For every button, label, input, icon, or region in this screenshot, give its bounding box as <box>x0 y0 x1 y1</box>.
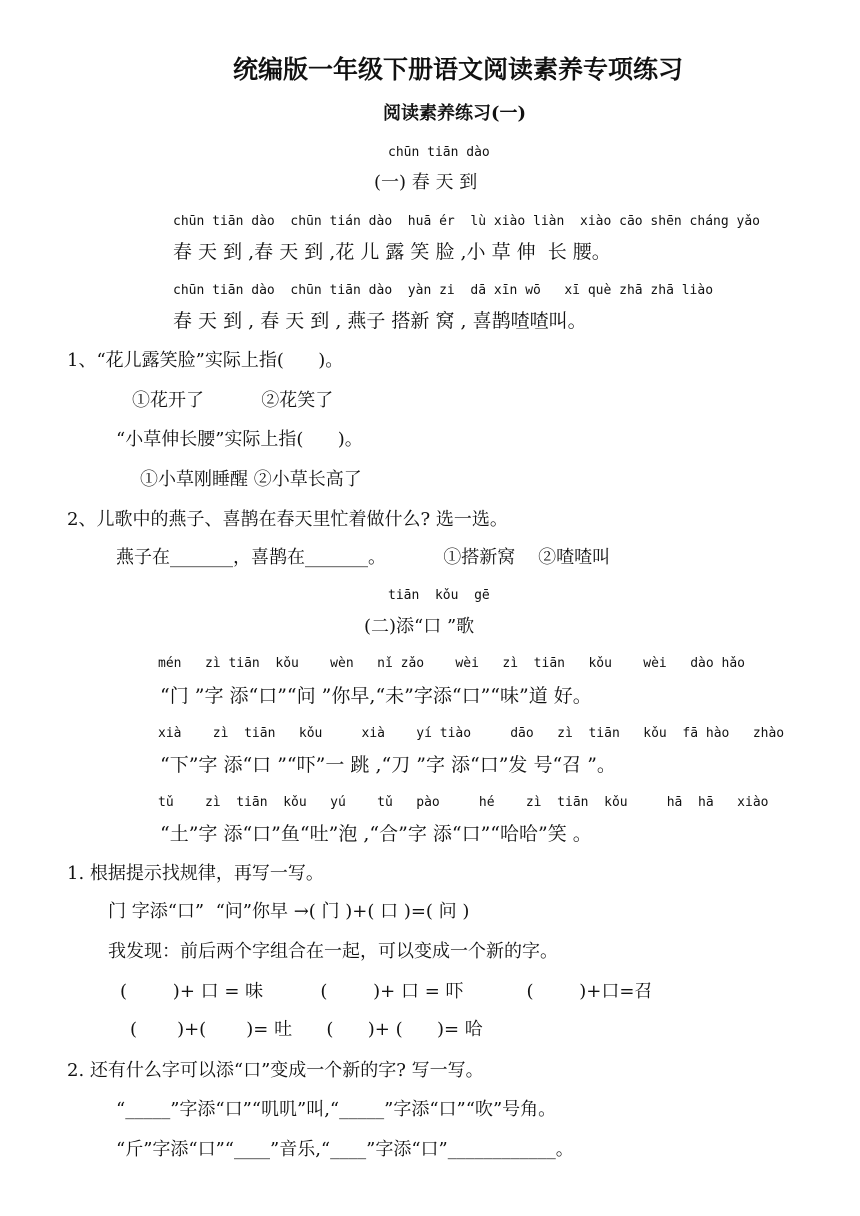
poem1-line2-text: 春 天 到 , 春 天 到 , 燕子 搭新 窝 , 喜鹊喳喳叫。 <box>173 310 587 332</box>
section2-question-1-discovery: 我发现：前后两个字组合在一起，可以变成一个新的字。 <box>108 941 558 962</box>
question-2: 2、儿歌中的燕子、喜鹊在春天里忙着做什么? 选一选。 <box>67 509 508 530</box>
question-1: 1、“花儿露笑脸”实际上指( )。 <box>67 350 344 371</box>
section2-title-pinyin: tiān kǒu gē <box>388 588 490 603</box>
poem2-line3-pinyin: tǔ zì tiān kǒu yú tǔ pào hé zì tiān kǒu hā hā xiào <box>158 795 769 810</box>
poem1-line2-pinyin: chūn tiān dào chūn tiān dào yàn zi dā xīn wō xī què zhā zhā liào <box>173 283 714 298</box>
page-title: 统编版一年级下册语文阅读素养专项练习 <box>233 55 684 84</box>
section2-question-2-line2: “斤”字添“口”“____”音乐,“____”字添“口”____________。 <box>116 1139 574 1160</box>
question-1-part-b: “小草伸长腰”实际上指( )。 <box>116 429 363 450</box>
poem1-line1-pinyin: chūn tiān dào chūn tián dào huā ér lù xiào liàn xiào cāo shēn cháng yǎo <box>173 214 760 229</box>
exercise-subtitle: 阅读素养练习(一) <box>383 103 527 124</box>
section1-title-pinyin: chūn tiān dào <box>388 145 490 160</box>
poem2-line2-text: “下”字 添“口 ”“吓”一 跳 ,“刀 ”字 添“口”发 号“召 ”。 <box>160 754 616 776</box>
poem1-line1-text: 春 天 到 ,春 天 到 ,花 儿 露 笑 脸 ,小 草 伸 长 腰。 <box>173 241 611 263</box>
section2-question-1: 1. 根据提示找规律，再写一写。 <box>67 863 324 884</box>
poem2-line2-pinyin: xià zì tiān kǒu xià yí tiào dāo zì tiān kǒu fā hào zhào <box>158 726 785 741</box>
poem2-line1-pinyin: mén zì tiān kǒu wèn nǐ zǎo wèi zì tiān kǒu wèi dào hǎo <box>158 656 745 671</box>
section2-title: (二)添“口 ”歌 <box>364 616 475 637</box>
section2-question-2: 2. 还有什么字可以添“口”变成一个新的字? 写一写。 <box>67 1060 484 1081</box>
section1-title: (一) 春 天 到 <box>374 172 478 193</box>
question-2-answer-line: 燕子在_______，喜鹊在_______。 ①搭新窝 ②喳喳叫 <box>116 547 611 568</box>
question-1-options-a: ①花开了 ②花笑了 <box>132 390 334 411</box>
section2-question-1-row1: ( )+ 口 = 味 ( )+ 口 = 吓 ( )+口=召 <box>120 981 653 1002</box>
section2-question-1-row2: ( )+( )= 吐 ( )+ ( )= 哈 <box>130 1019 483 1040</box>
section2-question-2-line1: “_____”字添“口”“叽叽”叫,“_____”字添“口”“吹”号角。 <box>116 1099 557 1120</box>
question-1-options-b: ①小草刚睡醒 ②小草长高了 <box>140 469 362 490</box>
poem2-line3-text: “土”字 添“口”鱼“吐”泡 ,“合”字 添“口”“哈哈”笑 。 <box>160 823 592 845</box>
poem2-line1-text: “门 ”字 添“口”“问 ”你早,“未”字添“口”“味”道 好。 <box>160 685 592 707</box>
section2-question-1-example: 门 字添“口” “问”你早 →( 门 )+( 口 )=( 问 ) <box>108 901 470 922</box>
